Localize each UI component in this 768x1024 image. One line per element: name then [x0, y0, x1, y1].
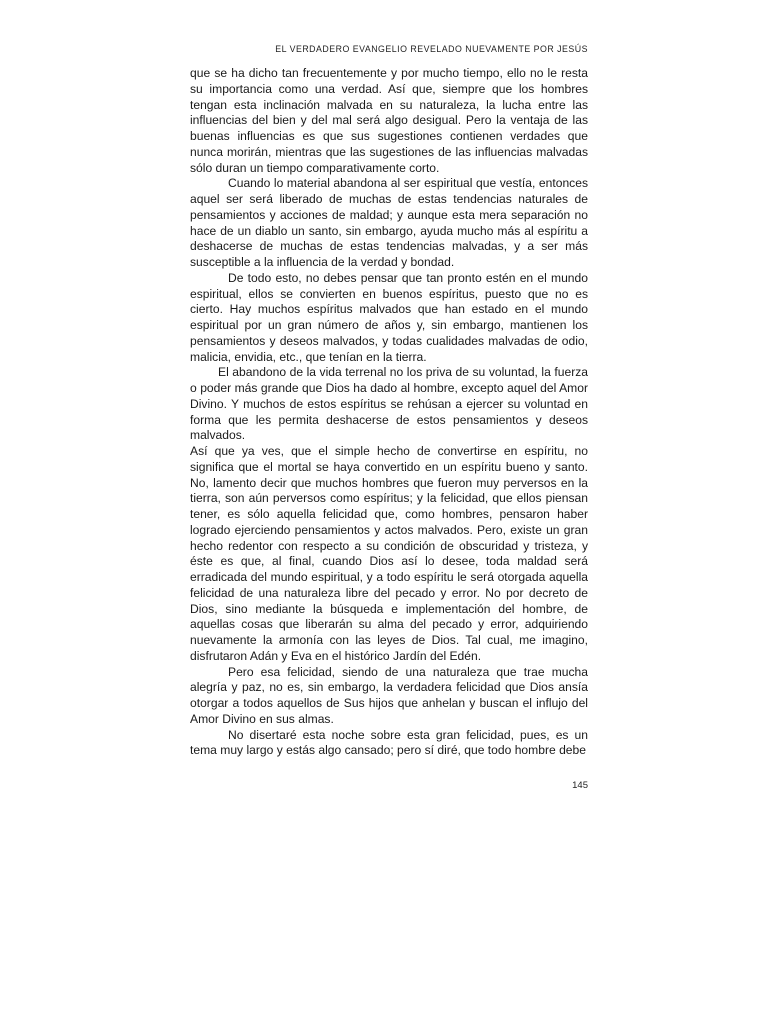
paragraph: El abandono de la vida terrenal no los priva de su voluntad, la fuerza o poder más grande que Dios ha dado al hombre, excepto aquel del Amor Divino. Y muchos de estos espíritus se rehúsan a ejercer su voluntad en forma que les permita deshacerse de estos pensamientos y deseos malvados.	[190, 365, 588, 443]
paragraph: No disertaré esta noche sobre esta gran felicidad, pues, es un tema muy largo y estás algo cansado; pero sí diré, que todo hombre debe	[190, 727, 588, 758]
paragraph: Cuando lo material abandona al ser espiritual que vestía, entonces aquel ser será liberado de muchas de estas tendencias naturales de pensamientos y acciones de maldad; y aunque esta mera separación no hace de un diablo un santo, sin embargo, ayuda mucho más al espíritu a deshacerse de muchas de estas tendencias malvadas, y a ser más susceptible a la influencia de la verdad y bondad.	[190, 176, 588, 269]
paragraph: Así que ya ves, que el simple hecho de convertirse en espíritu, no significa que el mortal se haya convertido en un espíritu bueno y santo. No, lamento decir que muchos hombres que fueron muy perversos en la tierra, son aún perversos como espíritus; y la felicidad, que ellos piensan tener, es sólo aquella felicidad que, como hombres, pensaron haber logrado ejerciendo pensamientos y actos malvados. Pero, existe un gran hecho redentor con respecto a su condición de obscuridad y tristeza, y éste es que, al final, cuando Dios así lo desee, toda maldad será erradicada del mundo espiritual, y a todo espíritu le será otorgada aquella felicidad de una naturaleza libre del pecado y error. No por decreto de Dios, sino mediante la búsqueda e implementación del hombre, de aquellas cosas que liberarán su alma del pecado y error, adquiriendo nuevamente la armonía con las leyes de Dios. Tal cual, me imagino, disfrutaron Adán y Eva en el histórico Jardín del Edén.	[190, 444, 588, 663]
paragraph: De todo esto, no debes pensar que tan pronto estén en el mundo espiritual, ellos se convierten en buenos espíritus, puesto que no es cierto. Hay muchos espíritus malvados que han estado en el mundo espiritual por un gran número de años y, sin embargo, mantienen los pensamientos y deseos malvados, y todas cualidades malvadas de odio, malicia, envidia, etc., que tenían en la tierra.	[190, 270, 588, 364]
body-text	[190, 66, 588, 759]
paragraph: Pero esa felicidad, siendo de una naturaleza que trae mucha alegría y paz, no es, sin embargo, la verdadera felicidad que Dios ansía otorgar a todos aquellos de Sus hijos que anhelan y buscan el influjo del Amor Divino en sus almas.	[190, 664, 588, 726]
page-number: 145	[572, 780, 588, 791]
running-header: EL VERDADERO EVANGELIO REVELADO NUEVAMENTE POR JESÚS	[275, 44, 588, 54]
paragraph: que se ha dicho tan frecuentemente y por mucho tiempo, ello no le resta su importancia como una verdad. Así que, siempre que los hombres tengan esta inclinación malvada en su naturaleza, la lucha entre las influencias del bien y del mal será algo desigual. Pero la ventaja de las buenas influencias es que sus sugestiones contienen verdades que nunca morirán, mientras que las sugestiones de las influencias malvadas sólo duran un tiempo comparativamente corto.	[190, 66, 588, 175]
